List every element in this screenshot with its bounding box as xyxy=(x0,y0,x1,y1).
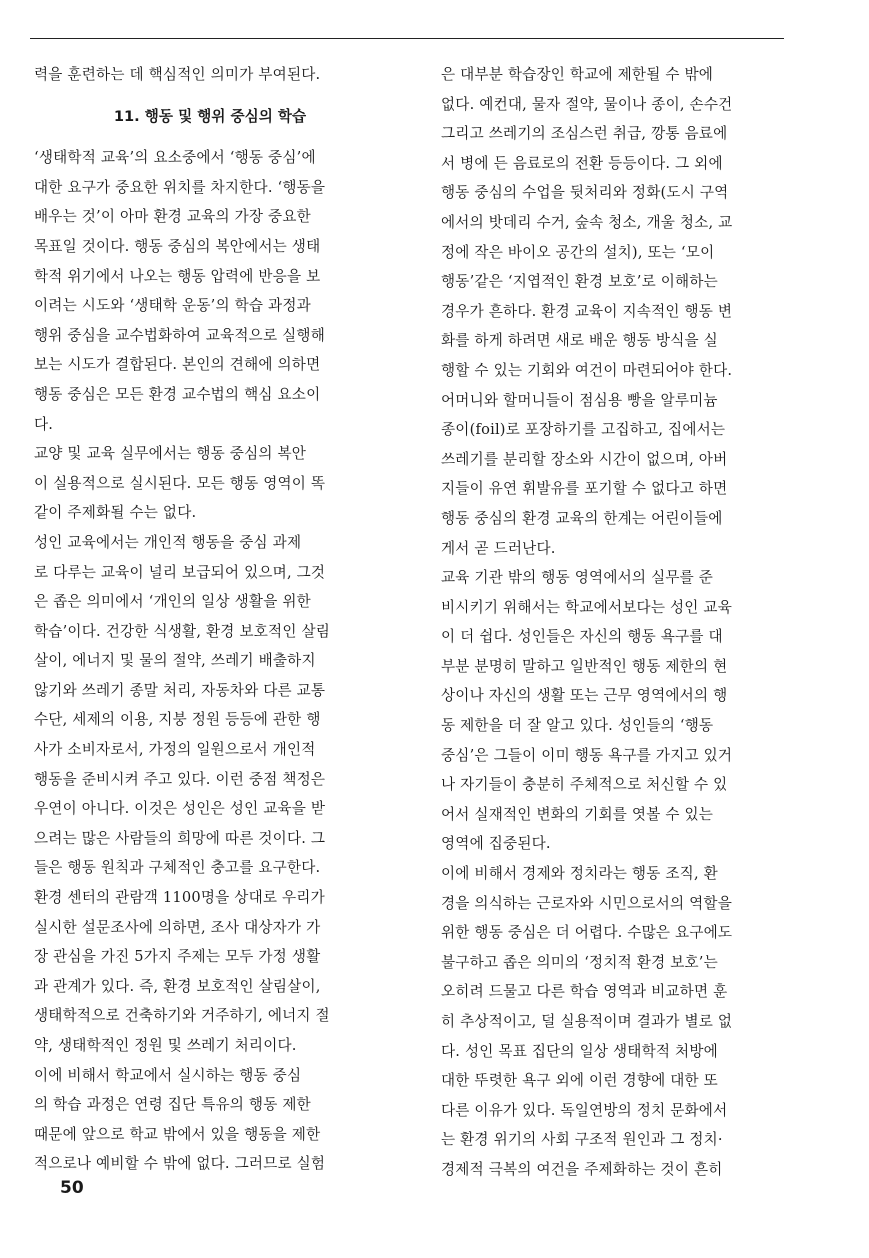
text-line: 상이나 자신의 생활 또는 근무 영역에서의 행 xyxy=(441,687,728,705)
text-line: 대한 요구가 중요한 위치를 차지한다. ‘행동을 xyxy=(34,178,326,196)
text-line: 력을 훈련하는 데 핵심적인 의미가 부여된다. xyxy=(34,66,321,83)
text-line: 행동을 준비시켜 주고 있다. 이런 중점 책정은 xyxy=(34,770,326,788)
text-line: 행동’같은 ‘지엽적인 환경 보호’로 이해하는 xyxy=(441,273,718,291)
text-line: 않기와 쓰레기 종말 처리, 자동차와 다른 교통 xyxy=(34,681,326,699)
text-line: 서 병에 든 음료로의 전환 등등이다. 그 외에 xyxy=(441,154,723,172)
text-line: 은 좁은 의미에서 ‘개인의 일상 생활을 위한 xyxy=(34,593,311,611)
text-line: 교육 기관 밖의 행동 영역에서의 실무를 준 xyxy=(441,569,714,587)
text-line: 정에 작은 바이오 공간의 설치), 또는 ‘모이 xyxy=(441,243,715,261)
text-line: 환경 센터의 관람객 1100명을 상대로 우리가 xyxy=(34,889,325,907)
text-line: 사가 소비자로서, 가정의 일원으로서 개인적 xyxy=(34,741,316,759)
text-line: 동 제한을 더 잘 알고 있다. 성인들의 ‘행동 xyxy=(441,717,714,735)
text-line: 으려는 많은 사람들의 희망에 따른 것이다. 그 xyxy=(34,829,326,847)
text-line: 보는 시도가 결합된다. 본인의 견해에 의하면 xyxy=(34,356,321,374)
text-line: 교양 및 교육 실무에서는 행동 중심의 복안 xyxy=(34,445,307,463)
text-line: 이에 비해서 학교에서 실시하는 행동 중심 xyxy=(34,1066,302,1084)
text-line: 같이 주제화될 수는 없다. xyxy=(34,504,197,522)
text-line: 행동 중심의 환경 교육의 한계는 어린이들에 xyxy=(441,509,723,527)
text-line: 오히려 드물고 다른 학습 영역과 비교하면 훈 xyxy=(441,983,728,1001)
text-line: 종이(foil)로 포장하기를 고집하고, 집에서는 xyxy=(441,421,726,439)
text-line: 지들이 유연 휘발유를 포기할 수 없다고 하면 xyxy=(441,480,728,498)
text-line: 는 환경 위기의 사회 구조적 원인과 그 정치· xyxy=(441,1131,723,1149)
text-line: 그리고 쓰레기의 조심스런 취급, 깡통 음료에 xyxy=(441,125,728,143)
text-line: 쓰레기를 분리할 장소와 시간이 없으며, 아버 xyxy=(441,450,728,468)
left-body-lines xyxy=(34,143,386,1179)
text-line: 로 다루는 교육이 널리 보급되어 있으며, 그것 xyxy=(34,563,326,581)
text-line: 다. xyxy=(34,415,54,433)
text-line: 다. 성인 목표 집단의 일상 생태학적 처방에 xyxy=(441,1042,718,1060)
text-line: 이 더 쉽다. 성인들은 자신의 행동 욕구를 대 xyxy=(441,628,723,646)
text-line: 나 자기들이 충분히 주체적으로 처신할 수 있 xyxy=(441,776,728,794)
text-line: 적으로나 예비할 수 밖에 없다. 그러므로 실험 xyxy=(34,1155,326,1173)
text-line: 약, 생태학적인 정원 및 쓰레기 처리이다. xyxy=(34,1037,297,1054)
text-line: 배우는 것’이 아마 환경 교육의 가장 중요한 xyxy=(34,208,311,226)
text-line: 에서의 밧데리 수거, 숲속 청소, 개울 청소, 교 xyxy=(441,213,733,231)
text-line: 영역에 집중된다. xyxy=(441,835,551,853)
text-line: 실시한 설문조사에 의하면, 조사 대상자가 가 xyxy=(34,918,321,936)
text-line: 우연이 아니다. 이것은 성인은 성인 교육을 받 xyxy=(34,800,326,818)
text-line: 생태학적으로 건축하기와 거주하기, 에너지 절 xyxy=(34,1007,330,1025)
text-line: 불구하고 좁은 의미의 ‘정치적 환경 보호’는 xyxy=(441,953,718,971)
text-line: 행위 중심을 교수법화하여 교육적으로 실행해 xyxy=(34,326,326,344)
text-line: 의 학습 과정은 연령 집단 특유의 행동 제한 xyxy=(34,1096,311,1114)
text-line: 어머니와 할머니들이 점심용 빵을 알루미늄 xyxy=(441,391,718,409)
text-line: 경제적 극복의 여건을 주제화하는 것이 흔히 xyxy=(441,1160,723,1178)
right-column xyxy=(441,60,793,1185)
text-line: 히 추상적이고, 덜 실용적이며 결과가 별로 없 xyxy=(441,1013,733,1030)
text-line: 경우가 흔하다. 환경 교육이 지속적인 행동 변 xyxy=(441,302,733,320)
top-rule xyxy=(30,38,784,39)
text-line: 게서 곧 드러난다. xyxy=(441,539,556,557)
text-line: 행동 중심은 모든 환경 교수법의 핵심 요소이 xyxy=(34,385,321,403)
left-column xyxy=(34,60,386,1179)
text-line: 부분 분명히 말하고 일반적인 행동 제한의 현 xyxy=(441,657,728,675)
text-line: 살이, 에너지 및 물의 절약, 쓰레기 배출하지 xyxy=(34,652,316,670)
text-line: 없다. 예컨대, 물자 절약, 물이나 종이, 손수건 xyxy=(441,95,733,113)
right-body-lines xyxy=(441,60,793,1185)
text-line: 비시키기 위해서는 학교에서보다는 성인 교육 xyxy=(441,598,733,616)
text-line: 들은 행동 원칙과 구체적인 충고를 요구한다. xyxy=(34,859,321,877)
text-line: 학적 위기에서 나오는 행동 압력에 반응을 보 xyxy=(34,267,321,285)
text-line: 어서 실재적인 변화의 기회를 엿볼 수 있는 xyxy=(441,805,714,823)
text-line: 경을 의식하는 근로자와 시민으로서의 역할을 xyxy=(441,894,733,912)
text-line: 이에 비해서 경제와 정치라는 행동 조직, 환 xyxy=(441,865,718,883)
text-line: 행동 중심의 수업을 뒷처리와 정화(도시 구역 xyxy=(441,184,729,202)
text-line: 과 관계가 있다. 즉, 환경 보호적인 살림살이, xyxy=(34,977,321,995)
text-line: ‘생태학적 교육’의 요소중에서 ‘행동 중심’에 xyxy=(34,149,316,167)
page-number: 50 xyxy=(60,1178,84,1198)
text-line: 화를 하게 하려면 새로 배운 행동 방식을 실 xyxy=(441,332,718,350)
left-top-lines xyxy=(34,60,386,90)
text-line: 중심’은 그들이 이미 행동 욕구를 가지고 있거 xyxy=(441,746,733,764)
text-line: 성인 교육에서는 개인적 행동을 중심 과제 xyxy=(34,533,302,551)
text-line: 은 대부분 학습장인 학교에 제한될 수 밖에 xyxy=(441,66,714,83)
text-line: 장 관심을 가진 5가지 주제는 모두 가정 생활 xyxy=(34,948,321,966)
text-line: 학습’이다. 건강한 식생활, 환경 보호적인 살림 xyxy=(34,622,331,640)
text-line: 수단, 세제의 이용, 지붕 정원 등등에 관한 행 xyxy=(34,711,321,729)
section-heading: 11. 행동 및 행위 중심의 학습 xyxy=(113,107,307,125)
text-line: 행할 수 있는 기회와 여건이 마련되어야 한다. xyxy=(441,361,733,379)
text-line: 때문에 앞으로 학교 밖에서 있을 행동을 제한 xyxy=(34,1125,321,1143)
text-line: 목표일 것이다. 행동 중심의 복안에서는 생태 xyxy=(34,237,321,255)
text-line: 이 실용적으로 실시된다. 모든 행동 영역이 똑 xyxy=(34,474,326,492)
text-line: 대한 뚜렷한 욕구 외에 이런 경향에 대한 또 xyxy=(441,1072,718,1090)
text-line: 위한 행동 중심은 더 어렵다. 수많은 요구에도 xyxy=(441,924,733,942)
text-line: 다른 이유가 있다. 독일연방의 정치 문화에서 xyxy=(441,1101,728,1119)
text-line: 이려는 시도와 ‘생태학 운동’의 학습 과정과 xyxy=(34,297,311,315)
